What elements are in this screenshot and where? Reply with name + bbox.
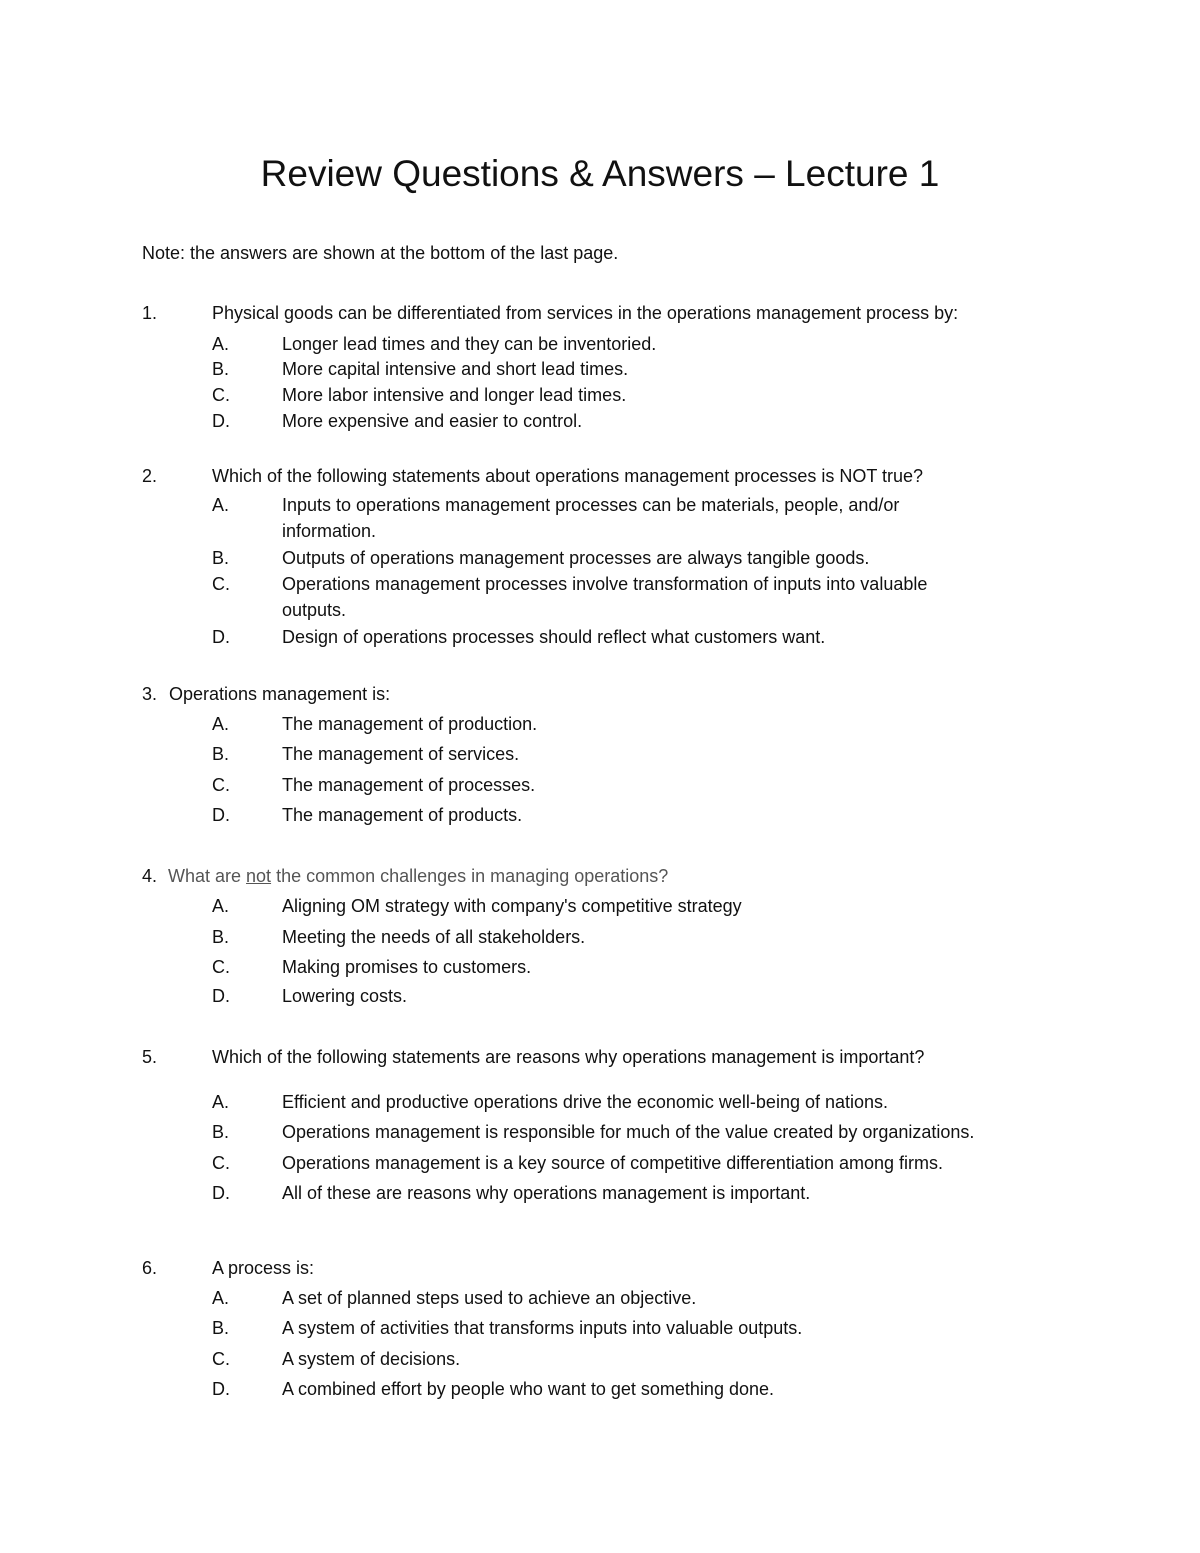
option-text: More capital intensive and short lead times.	[282, 359, 629, 379]
question-text: Physical goods can be differentiated from services in the operations management process by:	[212, 303, 959, 323]
option-text: More labor intensive and longer lead times.	[282, 385, 627, 405]
answers-note: Note: the answers are shown at the bottom of the last page.	[142, 243, 619, 263]
option-letter: C.	[212, 385, 230, 405]
question-text	[168, 863, 668, 889]
option-letter: B.	[212, 927, 230, 947]
option-text: More expensive and easier to control.	[282, 411, 583, 431]
option-text: Design of operations processes should reflect what customers want.	[282, 627, 826, 647]
option-text: The management of processes.	[282, 775, 536, 795]
option-text: A set of planned steps used to achieve an objective.	[282, 1288, 697, 1308]
option-letter: A.	[212, 495, 230, 515]
option-letter: D.	[212, 1379, 230, 1399]
question-number: 2.	[142, 466, 158, 486]
question-text-end: the common challenges in managing operations?	[271, 866, 669, 886]
option-letter: A.	[212, 714, 230, 734]
option-text: Longer lead times and they can be inventoried.	[282, 334, 657, 354]
option-letter: C.	[212, 1153, 230, 1173]
option-text: Aligning OM strategy with company's competitive strategy	[282, 896, 742, 916]
option-text: The management of services.	[282, 744, 520, 764]
option-text-continued: outputs.	[282, 600, 347, 620]
question-number: 1.	[142, 303, 158, 323]
option-letter: B.	[212, 1122, 230, 1142]
question-text: A process is:	[212, 1258, 315, 1278]
option-text: Operations management is responsible for much of the value created by organizations.	[282, 1122, 975, 1142]
option-letter: A.	[212, 1288, 230, 1308]
question-number: 5.	[142, 1047, 158, 1067]
option-letter: B.	[212, 744, 230, 764]
option-letter: C.	[212, 775, 230, 795]
option-text: All of these are reasons why operations management is important.	[282, 1183, 811, 1203]
option-text: Inputs to operations management processes can be materials, people, and/or	[282, 495, 900, 515]
option-letter: B.	[212, 548, 230, 568]
option-letter: D.	[212, 1183, 230, 1203]
question-number: 3.	[142, 684, 158, 704]
question-number: 4.	[142, 866, 158, 886]
option-text: Making promises to customers.	[282, 957, 532, 977]
option-letter: D.	[212, 627, 230, 647]
question-number: 6.	[142, 1258, 158, 1278]
question-text: Operations management is:	[169, 684, 391, 704]
question-text: Which of the following statements about operations management processes is NOT true?	[212, 466, 924, 486]
option-text: A system of activities that transforms inputs into valuable outputs.	[282, 1318, 803, 1338]
page-title: Review Questions & Answers – Lecture 1	[260, 153, 940, 194]
option-letter: C.	[212, 1349, 230, 1369]
option-letter: C.	[212, 957, 230, 977]
option-letter: D.	[212, 411, 230, 431]
question-text-start: What are	[168, 866, 247, 886]
underlined-word: not	[246, 866, 272, 886]
option-letter: A.	[212, 334, 230, 354]
option-letter: D.	[212, 986, 230, 1006]
option-text: Operations management processes involve transformation of inputs into valuable	[282, 574, 928, 594]
option-text: The management of production.	[282, 714, 538, 734]
option-text: A combined effort by people who want to get something done.	[282, 1379, 774, 1399]
option-letter: C.	[212, 574, 230, 594]
option-text: Lowering costs.	[282, 986, 408, 1006]
option-text: Meeting the needs of all stakeholders.	[282, 927, 586, 947]
option-text: Efficient and productive operations drive the economic well-being of nations.	[282, 1092, 889, 1112]
option-letter: A.	[212, 1092, 230, 1112]
option-text: Operations management is a key source of competitive differentiation among firms.	[282, 1153, 943, 1173]
option-text: The management of products.	[282, 805, 523, 825]
option-letter: A.	[212, 896, 230, 916]
option-text: Outputs of operations management processes are always tangible goods.	[282, 548, 870, 568]
option-letter: B.	[212, 1318, 230, 1338]
option-text-continued: information.	[282, 521, 377, 541]
option-letter: D.	[212, 805, 230, 825]
question-text: Which of the following statements are reasons why operations management is important?	[212, 1047, 925, 1067]
option-text: A system of decisions.	[282, 1349, 461, 1369]
option-letter: B.	[212, 359, 230, 379]
